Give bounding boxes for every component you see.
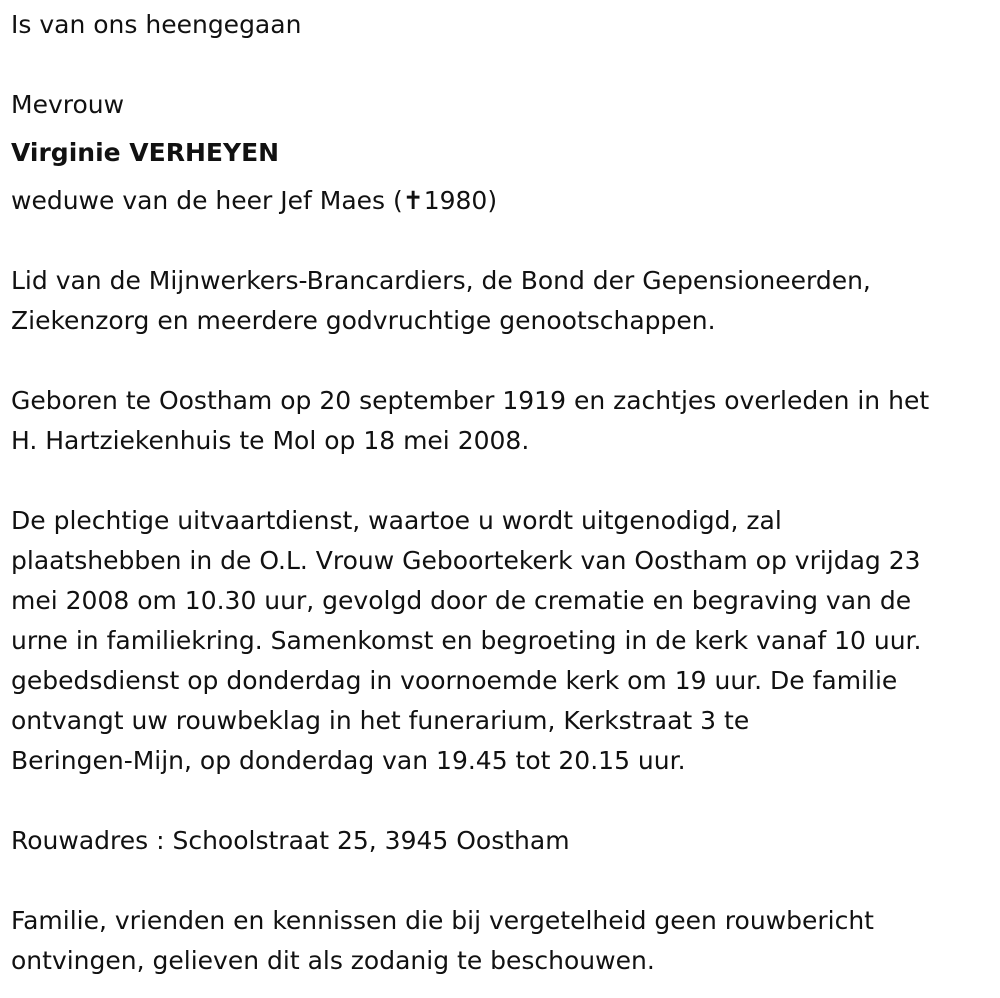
birth-death-paragraph bbox=[11, 381, 991, 461]
paragraph-line: Familie, vrienden en kennissen die bij vergetelheid geen rouwbericht bbox=[11, 906, 874, 935]
paragraph-line: urne in familiekring. Samenkomst en begroeting in de kerk vanaf 10 uur. bbox=[11, 626, 922, 655]
paragraph-line: ontvangt uw rouwbeklag in het funerarium, Kerkstraat 3 te bbox=[11, 706, 750, 735]
paragraph-line: De plechtige uitvaartdienst, waartoe u wordt uitgenodigd, zal bbox=[11, 506, 782, 535]
spacer bbox=[11, 461, 991, 501]
paragraph-line: Beringen-Mijn, op donderdag van 19.45 tot 20.15 uur. bbox=[11, 746, 686, 775]
paragraph-line: Geboren te Oostham op 20 september 1919 en zachtjes overleden in het bbox=[11, 386, 930, 415]
paragraph-line: Ziekenzorg en meerdere godvruchtige genootschappen. bbox=[11, 306, 716, 335]
paragraph-line: plaatshebben in de O.L. Vrouw Geboortekerk van Oostham op vrijdag 23 bbox=[11, 546, 921, 575]
obituary-document bbox=[11, 5, 991, 981]
paragraph-line: H. Hartziekenhuis te Mol op 18 mei 2008. bbox=[11, 426, 530, 455]
paragraph-line: mei 2008 om 10.30 uur, gevolgd door de crematie en begraving van de bbox=[11, 586, 912, 615]
spacer bbox=[11, 173, 991, 181]
spacer bbox=[11, 341, 991, 381]
membership-paragraph bbox=[11, 261, 991, 341]
mourning-address: Rouwadres : Schoolstraat 25, 3945 Oostham bbox=[11, 826, 570, 855]
paragraph-line: Lid van de Mijnwerkers-Brancardiers, de Bond der Gepensioneerden, bbox=[11, 266, 871, 295]
widow-line: weduwe van de heer Jef Maes (✝1980) bbox=[11, 186, 498, 215]
spacer bbox=[11, 221, 991, 261]
honorific: Mevrouw bbox=[11, 90, 125, 119]
closing-paragraph bbox=[11, 901, 991, 981]
funeral-paragraph bbox=[11, 501, 991, 781]
paragraph-line: ontvingen, gelieven dit als zodanig te beschouwen. bbox=[11, 946, 655, 975]
deceased-name: Virginie VERHEYEN bbox=[11, 138, 280, 167]
spacer bbox=[11, 781, 991, 821]
spacer bbox=[11, 861, 991, 901]
intro-text: Is van ons heengegaan bbox=[11, 10, 302, 39]
spacer bbox=[11, 45, 991, 85]
spacer bbox=[11, 125, 991, 133]
paragraph-line: gebedsdienst op donderdag in voornoemde kerk om 19 uur. De familie bbox=[11, 666, 898, 695]
